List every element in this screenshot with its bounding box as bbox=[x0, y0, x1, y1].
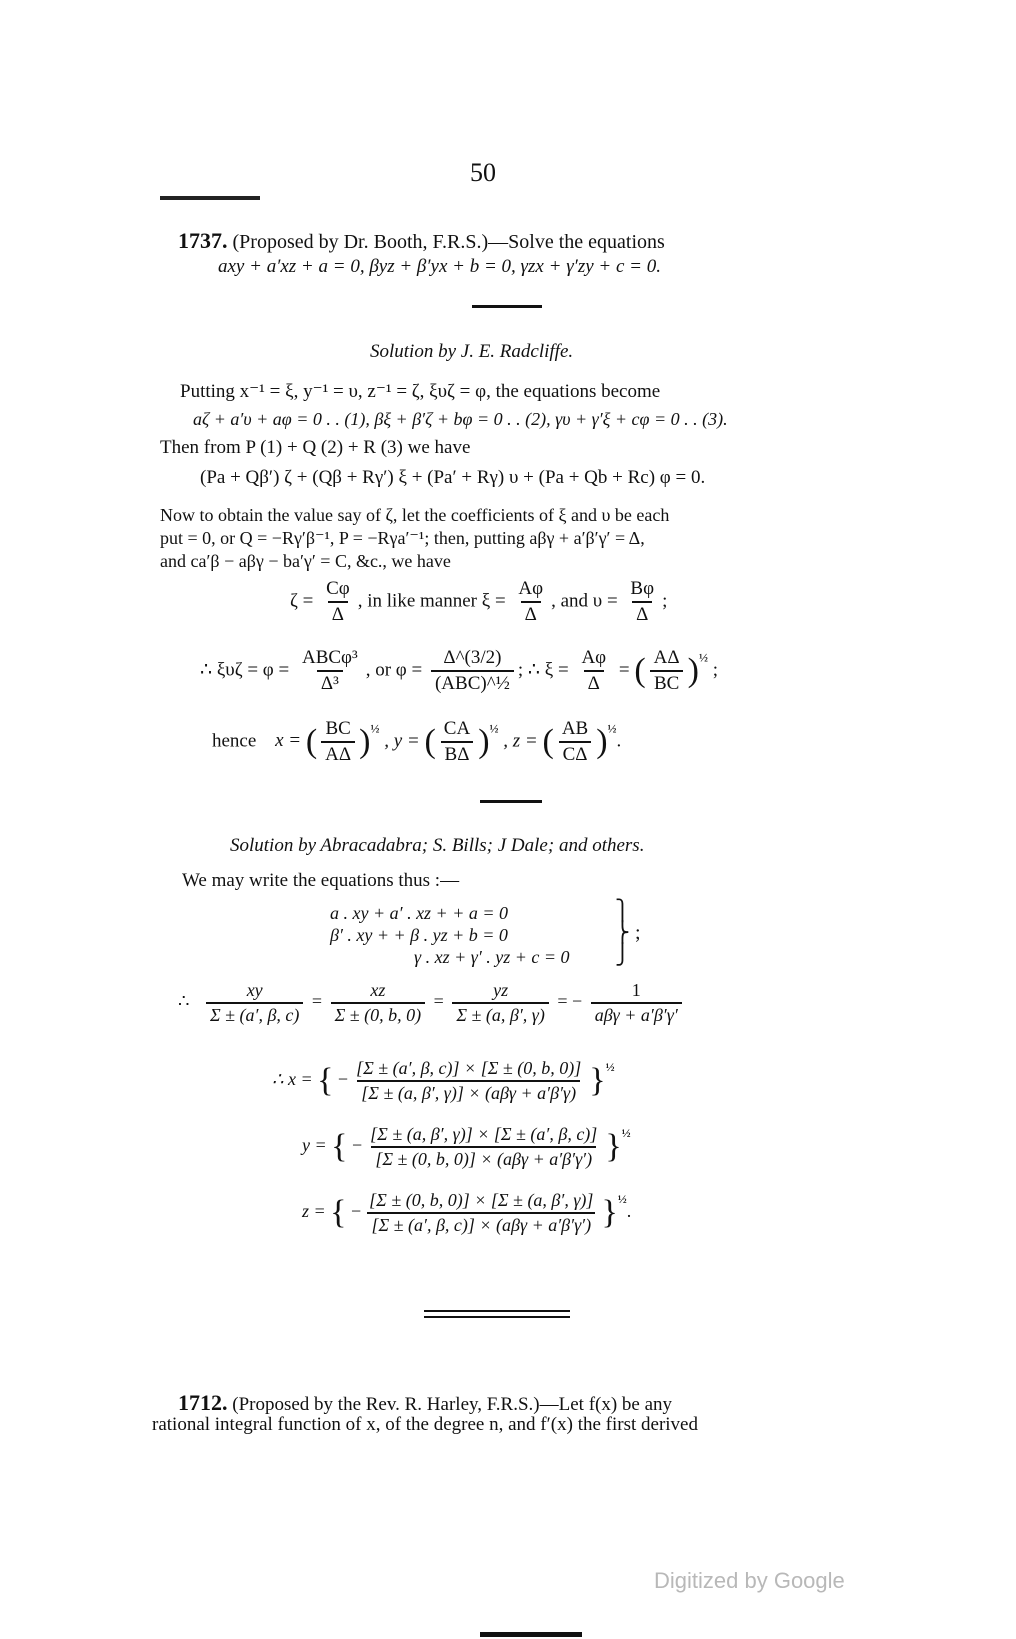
equals-sign: = bbox=[311, 991, 323, 1012]
aphi-num: Aφ bbox=[581, 647, 607, 668]
ratio-1-num: xy bbox=[246, 980, 263, 1000]
like-manner: , in like manner ξ = bbox=[357, 590, 506, 612]
y-num: [Σ ± (a, β′, γ)] × [Σ ± (a′, β, c)] bbox=[370, 1124, 598, 1144]
radcliffe-p2: Then from P (1) + Q (2) + R (3) we have bbox=[160, 437, 471, 458]
ratio-line bbox=[178, 980, 686, 1026]
minus-equals: = − bbox=[557, 991, 583, 1012]
aa-num: AΔ bbox=[653, 647, 680, 668]
period: . bbox=[626, 1201, 632, 1222]
xi-fraction bbox=[514, 578, 547, 626]
section-divider bbox=[472, 305, 542, 308]
ratio-1 bbox=[206, 980, 303, 1026]
exponent-half: ½ bbox=[607, 721, 617, 736]
phi-fraction bbox=[431, 647, 514, 695]
scan-mark bbox=[160, 196, 260, 200]
problem-1737-equations: axy + a′xz + a = 0, βyz + β′yx + b = 0, γzx + γ′zy + c = 0. bbox=[218, 256, 661, 277]
exponent-half: ½ bbox=[621, 1126, 631, 1141]
system-eq-3: γ . xz + γ′ . yz + c = 0 bbox=[414, 947, 570, 967]
ratio-3-num: yz bbox=[493, 980, 509, 1000]
exponent-half: ½ bbox=[617, 1192, 627, 1207]
page-number: 50 bbox=[470, 158, 496, 187]
hence-line: hence x = ( $\frac{BC}{A\Delta}$ )$^{\frac{1}{2}}$ , y = ( $\frac{CA}{B\Delta}$ )$^{\frac{1}{2}}$ , z = ( $\frac{AB}{C\Delta}$ )$^{\frac{1}{2}}$. bbox=[212, 718, 622, 765]
z-solution: z = { − $\frac{[\Sigma \pm (0, b, 0)] \times [\Sigma \pm (a, \beta', \gamma)]}{\text{[Σ ± (a′, β, c)] × (aβγ + a′β′γ′)}}$ }$^{\frac{1}{2}}$. bbox=[302, 1190, 632, 1235]
system-brace: ⎫ ⎬ ; ⎭ bbox=[615, 900, 641, 966]
bd-den: BΔ bbox=[441, 741, 474, 766]
therefore-lhs: ∴ ξυζ = φ = bbox=[200, 659, 290, 681]
z-num: [Σ ± (0, b, 0)] × [Σ ± (a, β′, γ)] bbox=[369, 1190, 594, 1210]
semicolon: ; bbox=[662, 590, 668, 612]
therefore-symbol: ∴ bbox=[178, 991, 190, 1012]
system-eq-2: β′ . xy + + β . yz + b = 0 bbox=[330, 925, 508, 945]
zeta-lhs: ζ = bbox=[290, 590, 314, 612]
google-watermark: Digitized by Google bbox=[654, 1568, 845, 1593]
therefore-phi-line: ∴ ξυζ = φ = $\frac{\text{ABCφ³}}{\text{Δ³}}$ , or φ = $\frac{\Delta\^{}(3/2)}{\text{(ABC)\textasciicircum{}½}}$ ; ∴ ξ = $\frac{A\varphi}{\Delta}$ = ( $\frac{A\Delta}{BC}$ )$^{\frac{1}{2}}$ ; bbox=[200, 647, 718, 694]
others-intro: We may write the equations thus :— bbox=[182, 870, 460, 891]
x-solution: ∴ x = { − $\frac{[\Sigma \pm (a', \beta, c)] \times [\Sigma \pm (0, b, 0)]}{\text{[Σ ± (a, β′, γ)] × (aβγ + a′β′γ)}}$ }$^{\frac{1}{2}}$ bbox=[272, 1058, 615, 1103]
exponent-half: ½ bbox=[489, 721, 499, 736]
problem-1712-number: 1712. bbox=[178, 1390, 228, 1415]
double-rule-top bbox=[424, 1310, 570, 1312]
bottom-scan-bar bbox=[480, 1632, 582, 1637]
aphi-fraction bbox=[577, 647, 610, 695]
ratio-4-num: 1 bbox=[631, 980, 641, 1000]
aphi-den: Δ bbox=[584, 670, 604, 695]
z-den: [Σ ± (a′, β, c)] × (aβγ + a′β′γ′) bbox=[367, 1212, 595, 1236]
equals-sign: = bbox=[433, 991, 444, 1012]
x-fraction bbox=[352, 1058, 585, 1104]
problem-number: 1737. bbox=[178, 228, 228, 253]
y-solution: y = { − $\frac{[\Sigma \pm (a, \beta', \gamma)] \times [\Sigma \pm (a', \beta, c)]}{\text{[Σ ± (0, b, 0)] × (aβγ + a′β′γ′)}}$ }$^{\frac{1}{2}}$ bbox=[302, 1124, 631, 1169]
abc-half: (ABC)^½ bbox=[431, 670, 514, 695]
radcliffe-p3-line3: and ca′β − aβγ − ba′γ′ = C, &c., we have bbox=[160, 551, 451, 571]
abc-fraction bbox=[298, 647, 362, 695]
equals-sign: = bbox=[618, 659, 630, 681]
ad-den: AΔ bbox=[321, 741, 355, 766]
ratio-2-den: Σ ± (0, b, 0) bbox=[331, 1002, 426, 1026]
xi-num: Aφ bbox=[518, 578, 544, 599]
y-eq: , y = bbox=[384, 730, 420, 752]
z-label: z = bbox=[302, 1201, 326, 1222]
ca-num: CA bbox=[443, 718, 471, 739]
bc-ad-fraction bbox=[321, 718, 355, 766]
y-label: y = bbox=[302, 1135, 327, 1156]
ratio-1-den: Σ ± (a′, β, c) bbox=[206, 1002, 303, 1026]
zeta-xi-upsilon-line bbox=[290, 578, 667, 626]
problem-1712-line1 bbox=[178, 1390, 672, 1416]
or-phi: , or φ = bbox=[365, 659, 423, 681]
aa-bc-fraction bbox=[650, 647, 684, 695]
upsilon-den: Δ bbox=[632, 601, 652, 626]
problem-1712-text: (Proposed by the Rev. R. Harley, F.R.S.)—Let f(x) be any bbox=[232, 1394, 673, 1415]
problem-1737-statement bbox=[178, 228, 665, 254]
upsilon-num: Bφ bbox=[630, 578, 655, 599]
ratio-2-num: xz bbox=[370, 980, 386, 1000]
abc-num: ABCφ³ bbox=[301, 647, 358, 668]
bc-num: BC bbox=[325, 718, 351, 739]
and-upsilon: , and υ = bbox=[551, 590, 618, 612]
z-fraction bbox=[365, 1190, 597, 1236]
exponent-half: ½ bbox=[698, 650, 708, 665]
delta-cubed: Δ³ bbox=[317, 670, 343, 695]
problem-intro: (Proposed by Dr. Booth, F.R.S.)—Solve the equations bbox=[232, 231, 665, 253]
upsilon-fraction bbox=[626, 578, 658, 626]
radcliffe-p2-equation: (Pa + Qβ′) ζ + (Qβ + Rγ′) ξ + (Pa′ + Rγ) υ + (Pa + Qb + Rc) φ = 0. bbox=[200, 467, 706, 488]
ca-bd-fraction bbox=[440, 718, 474, 766]
xi-den: Δ bbox=[521, 601, 541, 626]
period: . bbox=[616, 730, 622, 752]
y-den: [Σ ± (0, b, 0)] × (aβγ + a′β′γ′) bbox=[371, 1146, 596, 1170]
zeta-den: Δ bbox=[328, 601, 348, 626]
ab-cd-fraction bbox=[558, 718, 592, 766]
ratio-4 bbox=[591, 980, 682, 1026]
radcliffe-p1-equations: aζ + a′υ + aφ = 0 . . (1), βξ + β′ζ + bφ = 0 . . (2), γυ + γ′ξ + cφ = 0 . . (3). bbox=[193, 409, 728, 429]
z-eq: , z = bbox=[503, 730, 538, 752]
x-den: [Σ ± (a, β′, γ)] × (aβγ + a′β′γ) bbox=[357, 1080, 580, 1104]
zeta-fraction bbox=[322, 578, 354, 626]
section-divider bbox=[480, 800, 542, 803]
bc-den: BC bbox=[650, 670, 683, 695]
system-eq-1: a . xy + a′ . xz + + a = 0 bbox=[330, 903, 508, 923]
x-label: ∴ x = bbox=[272, 1069, 313, 1090]
x-eq: x = bbox=[275, 730, 302, 752]
delta-power: Δ^(3/2) bbox=[443, 647, 502, 668]
cd-den: CΔ bbox=[559, 741, 592, 766]
y-fraction bbox=[366, 1124, 601, 1170]
semicolon: ; bbox=[712, 659, 718, 681]
therefore-xi: ; ∴ ξ = bbox=[517, 659, 569, 681]
hence-word: hence bbox=[212, 730, 257, 752]
radcliffe-p3-line1: Now to obtain the value say of ζ, let the coefficients of ξ and υ be each bbox=[160, 505, 670, 525]
radcliffe-p1: Putting x⁻¹ = ξ, y⁻¹ = υ, z⁻¹ = ζ, ξυζ = φ, the equations become bbox=[180, 381, 661, 402]
problem-1712-line2: rational integral function of x, of the degree n, and f′(x) the first derived bbox=[152, 1414, 698, 1435]
x-num: [Σ ± (a′, β, c)] × [Σ ± (0, b, 0)] bbox=[356, 1058, 582, 1078]
solution-heading-radcliffe: Solution by J. E. Radcliffe. bbox=[370, 341, 574, 362]
ratio-2 bbox=[331, 980, 426, 1026]
ab-num: AB bbox=[561, 718, 589, 739]
ratio-3 bbox=[452, 980, 549, 1026]
zeta-num: Cφ bbox=[326, 578, 350, 599]
exponent-half: ½ bbox=[605, 1060, 615, 1075]
ratio-4-den: aβγ + a′β′γ′ bbox=[591, 1002, 682, 1026]
double-rule-bottom bbox=[424, 1316, 570, 1318]
radcliffe-p3-line2: put = 0, or Q = −Rγ′β⁻¹, P = −Rγa′⁻¹; then, putting aβγ + a′β′γ′ = Δ, bbox=[160, 528, 645, 548]
ratio-3-den: Σ ± (a, β′, γ) bbox=[452, 1002, 549, 1026]
exponent-half: ½ bbox=[370, 721, 380, 736]
solution-heading-others: Solution by Abracadabra; S. Bills; J Dale; and others. bbox=[230, 835, 645, 856]
